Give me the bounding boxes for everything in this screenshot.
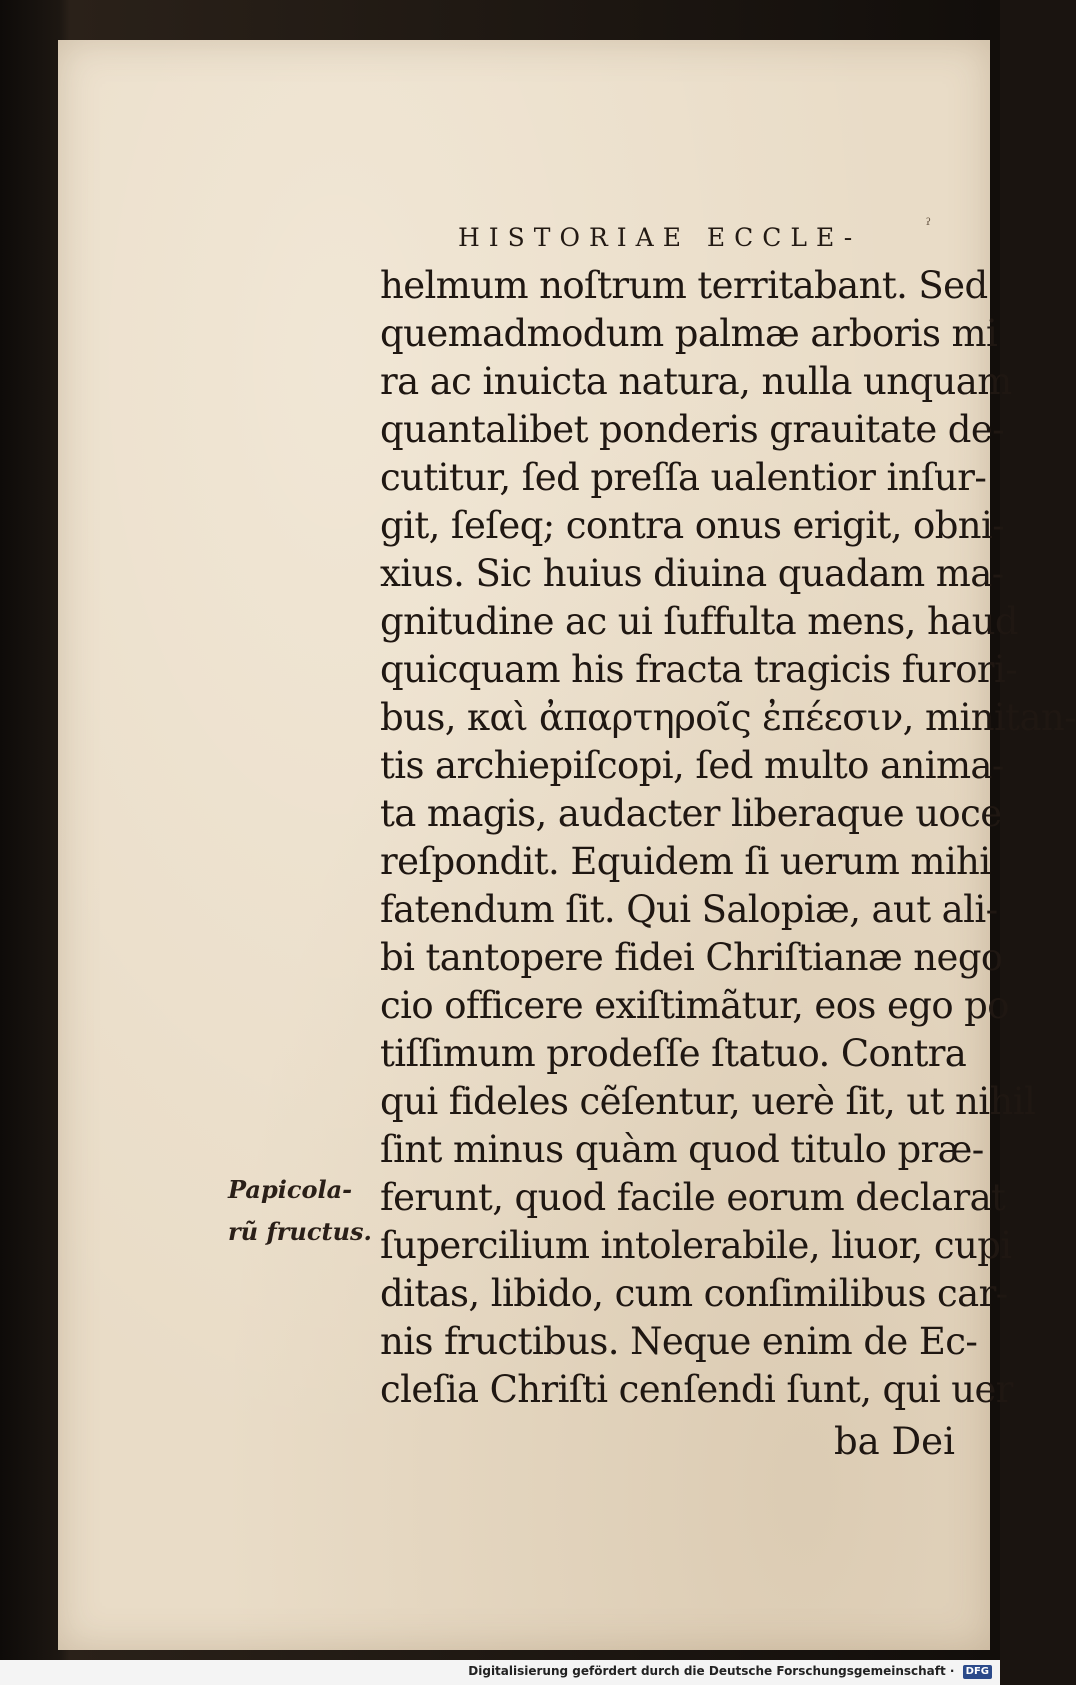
text-line: cio officere exiſtimãtur, eos ego po <box>380 984 1009 1027</box>
text-line: nis fructibus. Neque enim de Ec- <box>380 1320 978 1363</box>
book-page <box>58 40 1076 1650</box>
text-line: helmum noſtrum territabant. Sed <box>380 264 988 307</box>
footer-credit-text: Digitalisierung gefördert durch die Deutsche Forschungsgemeinschaft · <box>468 1664 955 1678</box>
body-text <box>380 262 1076 1414</box>
text-line: ſupercilium intolerabile, liuor, cupi <box>380 1224 1012 1267</box>
catchword: ba Dei <box>834 1420 955 1463</box>
text-line: reſpondit. Equidem ſi uerum mihi <box>380 840 991 883</box>
text-line: bus, καὶ ἀπαρτηροῖς ἐπέεσιν, minitan- <box>380 696 1076 739</box>
text-line: tis archiepiſcopi, ſed multo anima- <box>380 744 1004 787</box>
text-line: fatendum ſit. Qui Salopiæ, aut ali- <box>380 888 998 931</box>
footer-bar <box>0 1660 1000 1685</box>
stray-mark: ˀ <box>926 215 932 236</box>
text-line: ta magis, audacter liberaque uoce <box>380 792 1002 835</box>
text-line: quicquam his fracta tragicis furori- <box>380 648 1018 691</box>
text-line: ferunt, quod facile eorum declarat <box>380 1176 1006 1219</box>
text-line: ſint minus quàm quod titulo præ- <box>380 1128 984 1171</box>
dfg-logo-icon: DFG <box>963 1665 992 1679</box>
marginal-note <box>228 1169 372 1253</box>
footer-credit <box>468 1664 992 1679</box>
running-head: HISTORIAE ECCLE- <box>458 223 862 252</box>
marginal-note-line: rũ fructus. <box>228 1217 372 1246</box>
text-line: git, ſeſeq; contra onus erigit, obni- <box>380 504 1005 547</box>
text-line: quantalibet ponderis grauitate de- <box>380 408 1005 451</box>
text-line: gnitudine ac ui ſuffulta mens, haud <box>380 600 1019 643</box>
marginal-note-line: Papicola- <box>228 1175 353 1204</box>
text-line: bi tantopere fidei Chriſtianæ nego <box>380 936 1003 979</box>
text-line: cleſia Chriſti cenſendi ſunt, qui uer <box>380 1368 1013 1411</box>
text-line: xius. Sic huius diuina quadam ma- <box>380 552 1004 595</box>
text-line: cutitur, ſed preſſa ualentior inſur- <box>380 456 987 499</box>
text-line: quemadmodum palmæ arboris mi <box>380 312 998 355</box>
text-line: qui fideles cẽſentur, uerè ſit, ut nihil <box>380 1080 1036 1123</box>
text-line: ra ac inuicta natura, nulla unquam <box>380 360 1012 403</box>
text-line: ditas, libido, cum conſimilibus car- <box>380 1272 1008 1315</box>
text-line: tiſſimum prodeſſe ſtatuo. Contra <box>380 1032 967 1075</box>
